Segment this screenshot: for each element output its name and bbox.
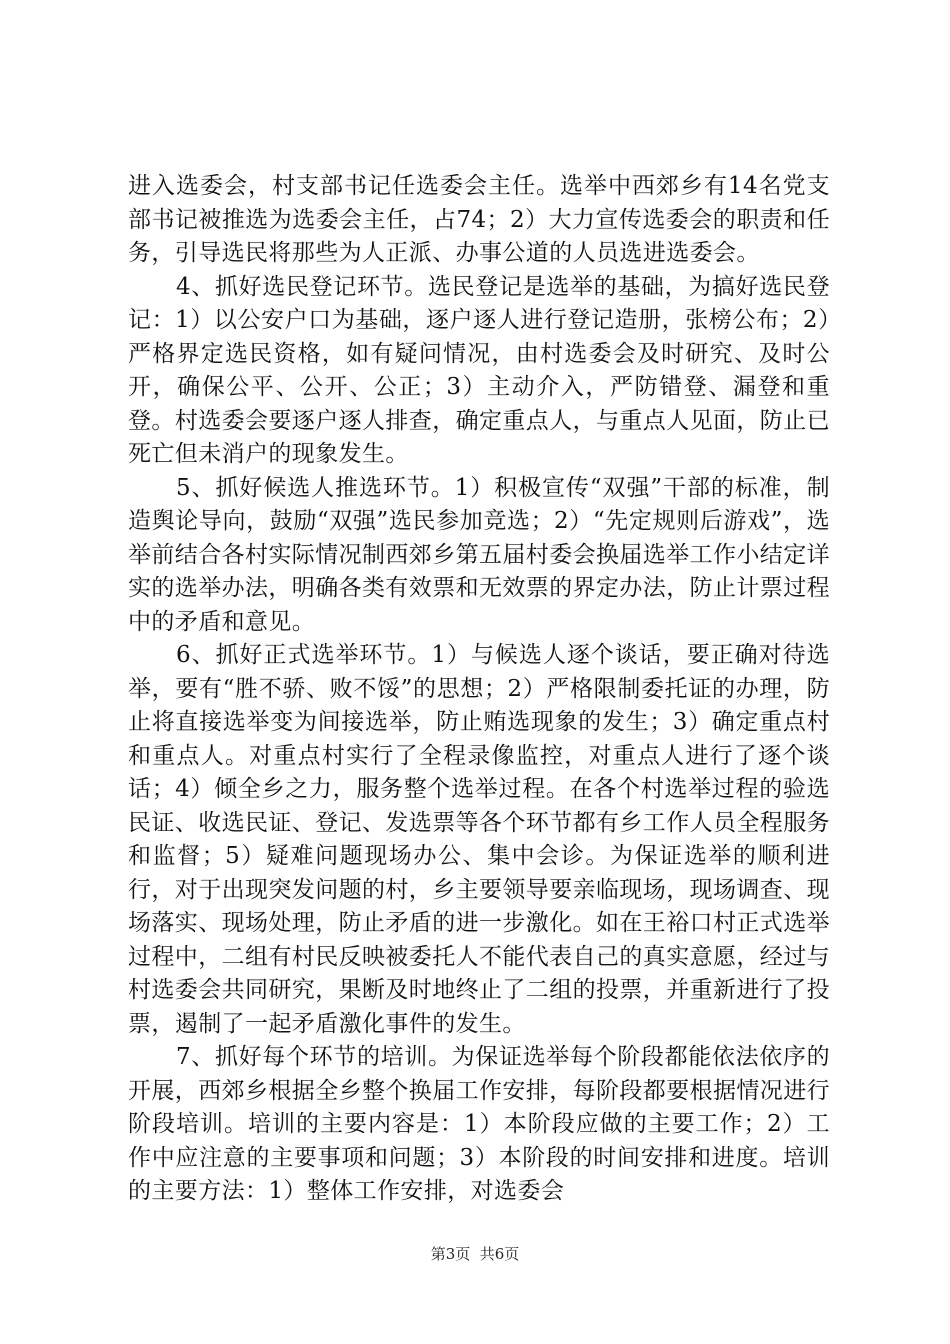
document-body — [128, 170, 830, 1209]
page-number-footer: 第3页 共6页 — [430, 1245, 520, 1263]
paragraph-continuation: 进入选委会，村支部书记任选委会主任。选举中西郊乡有14名党支部书记被推选为选委会主任，占74；2）大力宣传选委会的职责和任务，引导选民将那些为人正派、办事公道的人员选进选委会。 — [128, 173, 830, 266]
paragraph-training: 7、抓好每个环节的培训。为保证选举每个阶段都能依法依序的开展，西郊乡根据全乡整个换届工作安排，每阶段都要根据情况进行阶段培训。培训的主要内容是：1）本阶段应做的主要工作；2）工作中应注意的主要事项和问题；3）本阶段的时间安排和进度。培训的主要方法：1）整体工作安排，对选委会 — [128, 1044, 830, 1204]
paragraph-voter-registration: 4、抓好选民登记环节。选民登记是选举的基础，为搞好选民登记：1）以公安户口为基础，逐户逐人进行登记造册，张榜公布；2）严格界定选民资格，如有疑问情况，由村选委会及时研究、及时公开，确保公平、公开、公正；3）主动介入，严防错登、漏登和重登。村选委会要逐户逐人排查，确定重点人，与重点人见面，防止已死亡但未消户的现象发生。 — [128, 273, 830, 467]
paragraph-formal-election: 6、抓好正式选举环节。1）与候选人逐个谈话，要正确对待选举，要有“胜不骄、败不馁”的思想；2）严格限制委托证的办理，防止将直接选举变为间接选举，防止贿选现象的发生；3）确定重点村和重点人。对重点村实行了全程录像监控，对重点人进行了逐个谈话；4）倾全乡之力，服务整个选举过程。在各个村选举过程的验选民证、收选民证、登记、发选票等各个环节都有乡工作人员全程服务和监督；5）疑难问题现场办公、集中会诊。为保证选举的顺利进行，对于出现突发问题的村，乡主要领导要亲临现场，现场调查、现场落实、现场处理，防止矛盾的进一步激化。如在王裕口村正式选举过程中，二组有村民反映被委托人不能代表自己的真实意愿，经过与村选委会共同研究，果断及时地终止了二组的投票，并重新进行了投票，遏制了一起矛盾激化事件的发生。 — [128, 642, 830, 1037]
paragraph-candidate-nomination: 5、抓好候选人推选环节。1）积极宣传“双强”干部的标准，制造舆论导向，鼓励“双强”选民参加竞选；2）“先定规则后游戏”，选举前结合各村实际情况制西郊乡第五届村委会换届选举工作小结定详实的选举办法，明确各类有效票和无效票的界定办法，防止计票过程中的矛盾和意见。 — [128, 474, 830, 635]
